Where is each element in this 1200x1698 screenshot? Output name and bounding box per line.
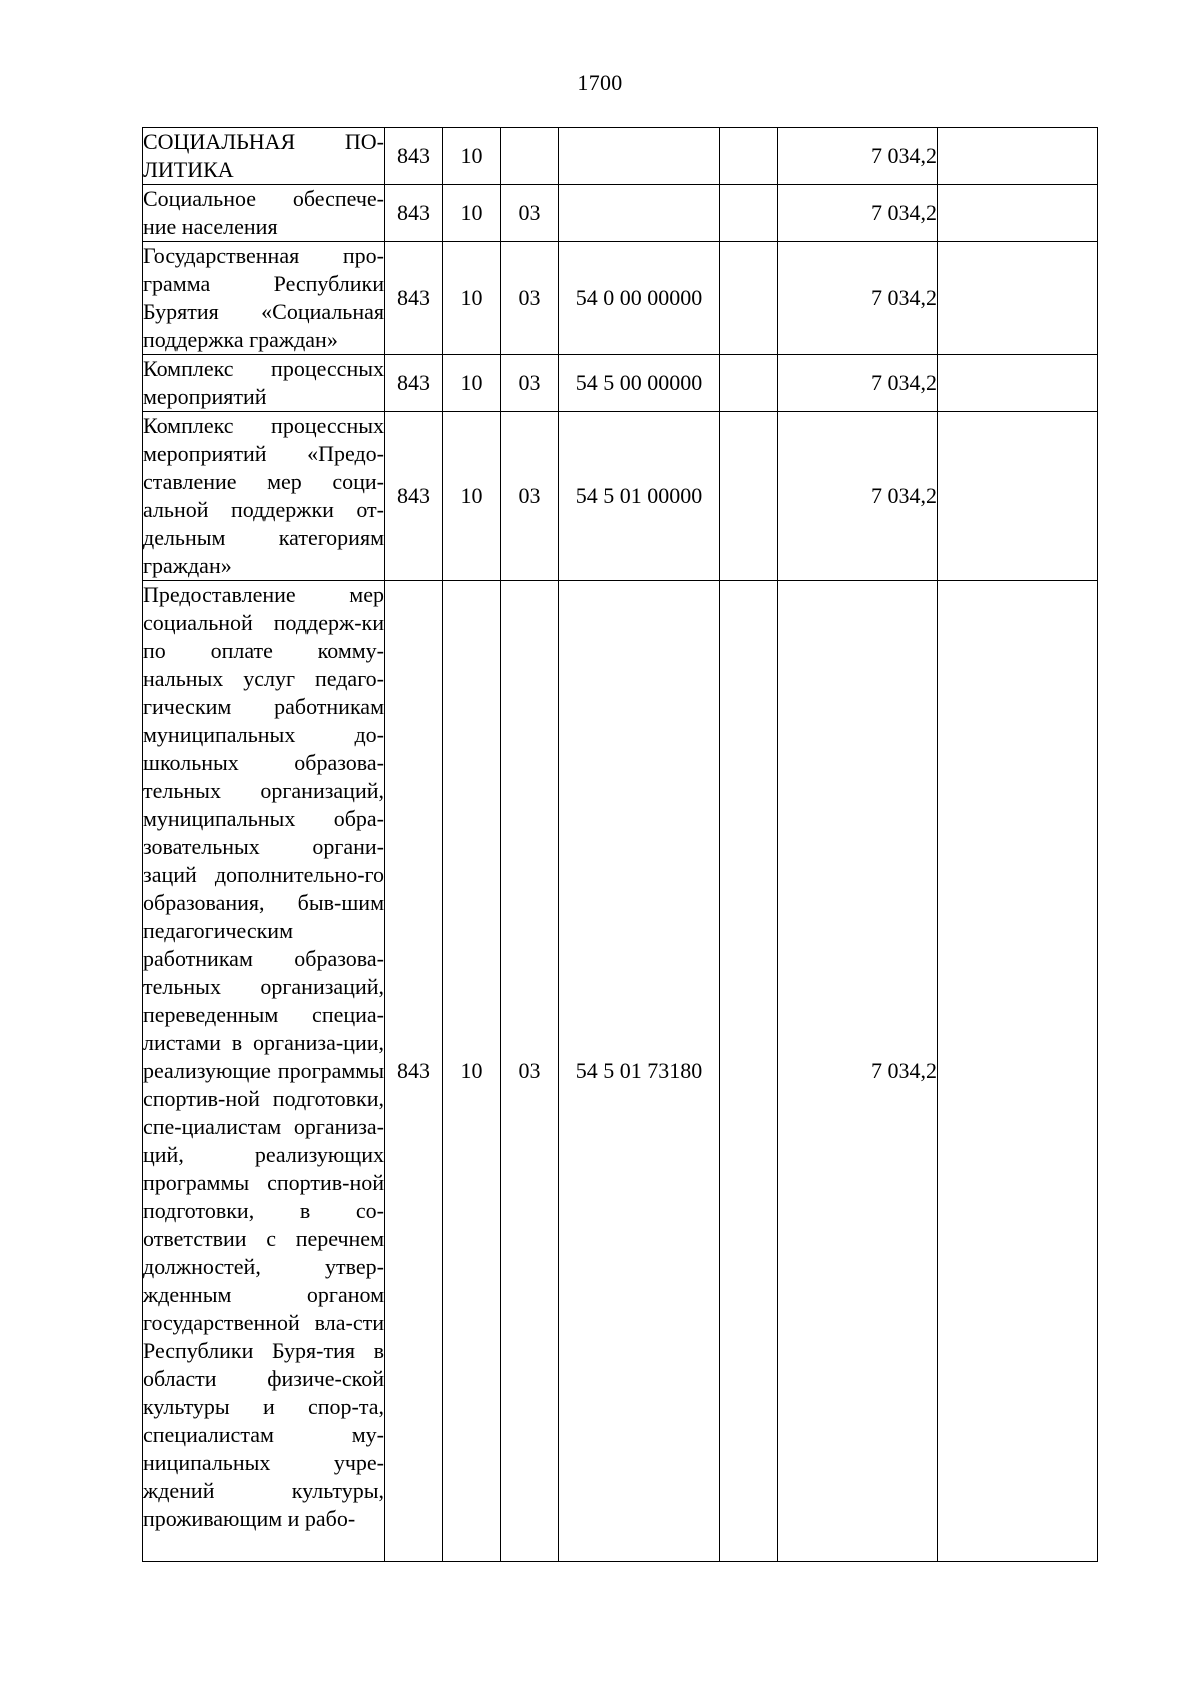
subsection-code: [501, 128, 559, 185]
section-code: 10: [443, 128, 501, 185]
row-name: Комплекс процессных мероприятий: [143, 355, 385, 412]
expense-type-code: [720, 412, 778, 581]
amount: 7 034,2: [778, 128, 938, 185]
section-code: 10: [443, 355, 501, 412]
amount: 7 034,2: [778, 355, 938, 412]
table-row: [143, 412, 1098, 581]
target-article-code: 54 5 01 00000: [559, 412, 720, 581]
expense-type-code: [720, 355, 778, 412]
extra-cell: [938, 128, 1098, 185]
ministry-code: 843: [385, 412, 443, 581]
table-row: [143, 355, 1098, 412]
amount: 7 034,2: [778, 581, 938, 1562]
ministry-code: 843: [385, 355, 443, 412]
subsection-code: 03: [501, 412, 559, 581]
section-code: 10: [443, 242, 501, 355]
expense-type-code: [720, 128, 778, 185]
ministry-code: 843: [385, 185, 443, 242]
expense-type-code: [720, 581, 778, 1562]
target-article-code: 54 0 00 00000: [559, 242, 720, 355]
ministry-code: 843: [385, 581, 443, 1562]
target-article-code: [559, 185, 720, 242]
ministry-code: 843: [385, 128, 443, 185]
extra-cell: [938, 581, 1098, 1562]
extra-cell: [938, 355, 1098, 412]
amount: 7 034,2: [778, 185, 938, 242]
section-code: 10: [443, 412, 501, 581]
table-row: [143, 128, 1098, 185]
row-name: СОЦИАЛЬНАЯ ПО-ЛИТИКА: [143, 128, 385, 185]
budget-table: [142, 127, 1098, 1562]
page-number: 1700: [577, 70, 623, 95]
extra-cell: [938, 185, 1098, 242]
extra-cell: [938, 412, 1098, 581]
section-code: 10: [443, 185, 501, 242]
row-name: Предоставление мер социальной поддерж-ки по оплате комму-нальных услуг педаго-гическим работникам муниципальных до-школьных образова-тельных организаций, муниципальных обра-зовательных органи-заций дополнительно-го образования, быв-шим педагогическим работникам образова-тельных организаций, переведенным специа-листами в организа-ции, реализующие программы спортив-ной подготовки, спе-циалистам организа-ций, реализующих программы спортив-ной подготовки, в со-ответствии с перечнем должностей, утвер-жденным органом государственной вла-сти Республики Буря-тия в области физиче-ской культуры и спор-та, специалистам му-ниципальных учре-ждений культуры, проживающим и рабо-: [143, 581, 385, 1562]
amount: 7 034,2: [778, 242, 938, 355]
table-row: [143, 581, 1098, 1562]
ministry-code: 843: [385, 242, 443, 355]
subsection-code: 03: [501, 242, 559, 355]
target-article-code: 54 5 00 00000: [559, 355, 720, 412]
subsection-code: 03: [501, 355, 559, 412]
amount: 7 034,2: [778, 412, 938, 581]
subsection-code: 03: [501, 185, 559, 242]
target-article-code: 54 5 01 73180: [559, 581, 720, 1562]
row-name: Социальное обеспече-ние населения: [143, 185, 385, 242]
expense-type-code: [720, 242, 778, 355]
table-row: [143, 242, 1098, 355]
expense-type-code: [720, 185, 778, 242]
table-row: [143, 185, 1098, 242]
extra-cell: [938, 242, 1098, 355]
row-name: Комплекс процессных мероприятий «Предо-ставление мер соци-альной поддержки от-дельным категориям граждан»: [143, 412, 385, 581]
target-article-code: [559, 128, 720, 185]
section-code: 10: [443, 581, 501, 1562]
row-name: Государственная про-грамма Республики Бурятия «Социальная поддержка граждан»: [143, 242, 385, 355]
subsection-code: 03: [501, 581, 559, 1562]
